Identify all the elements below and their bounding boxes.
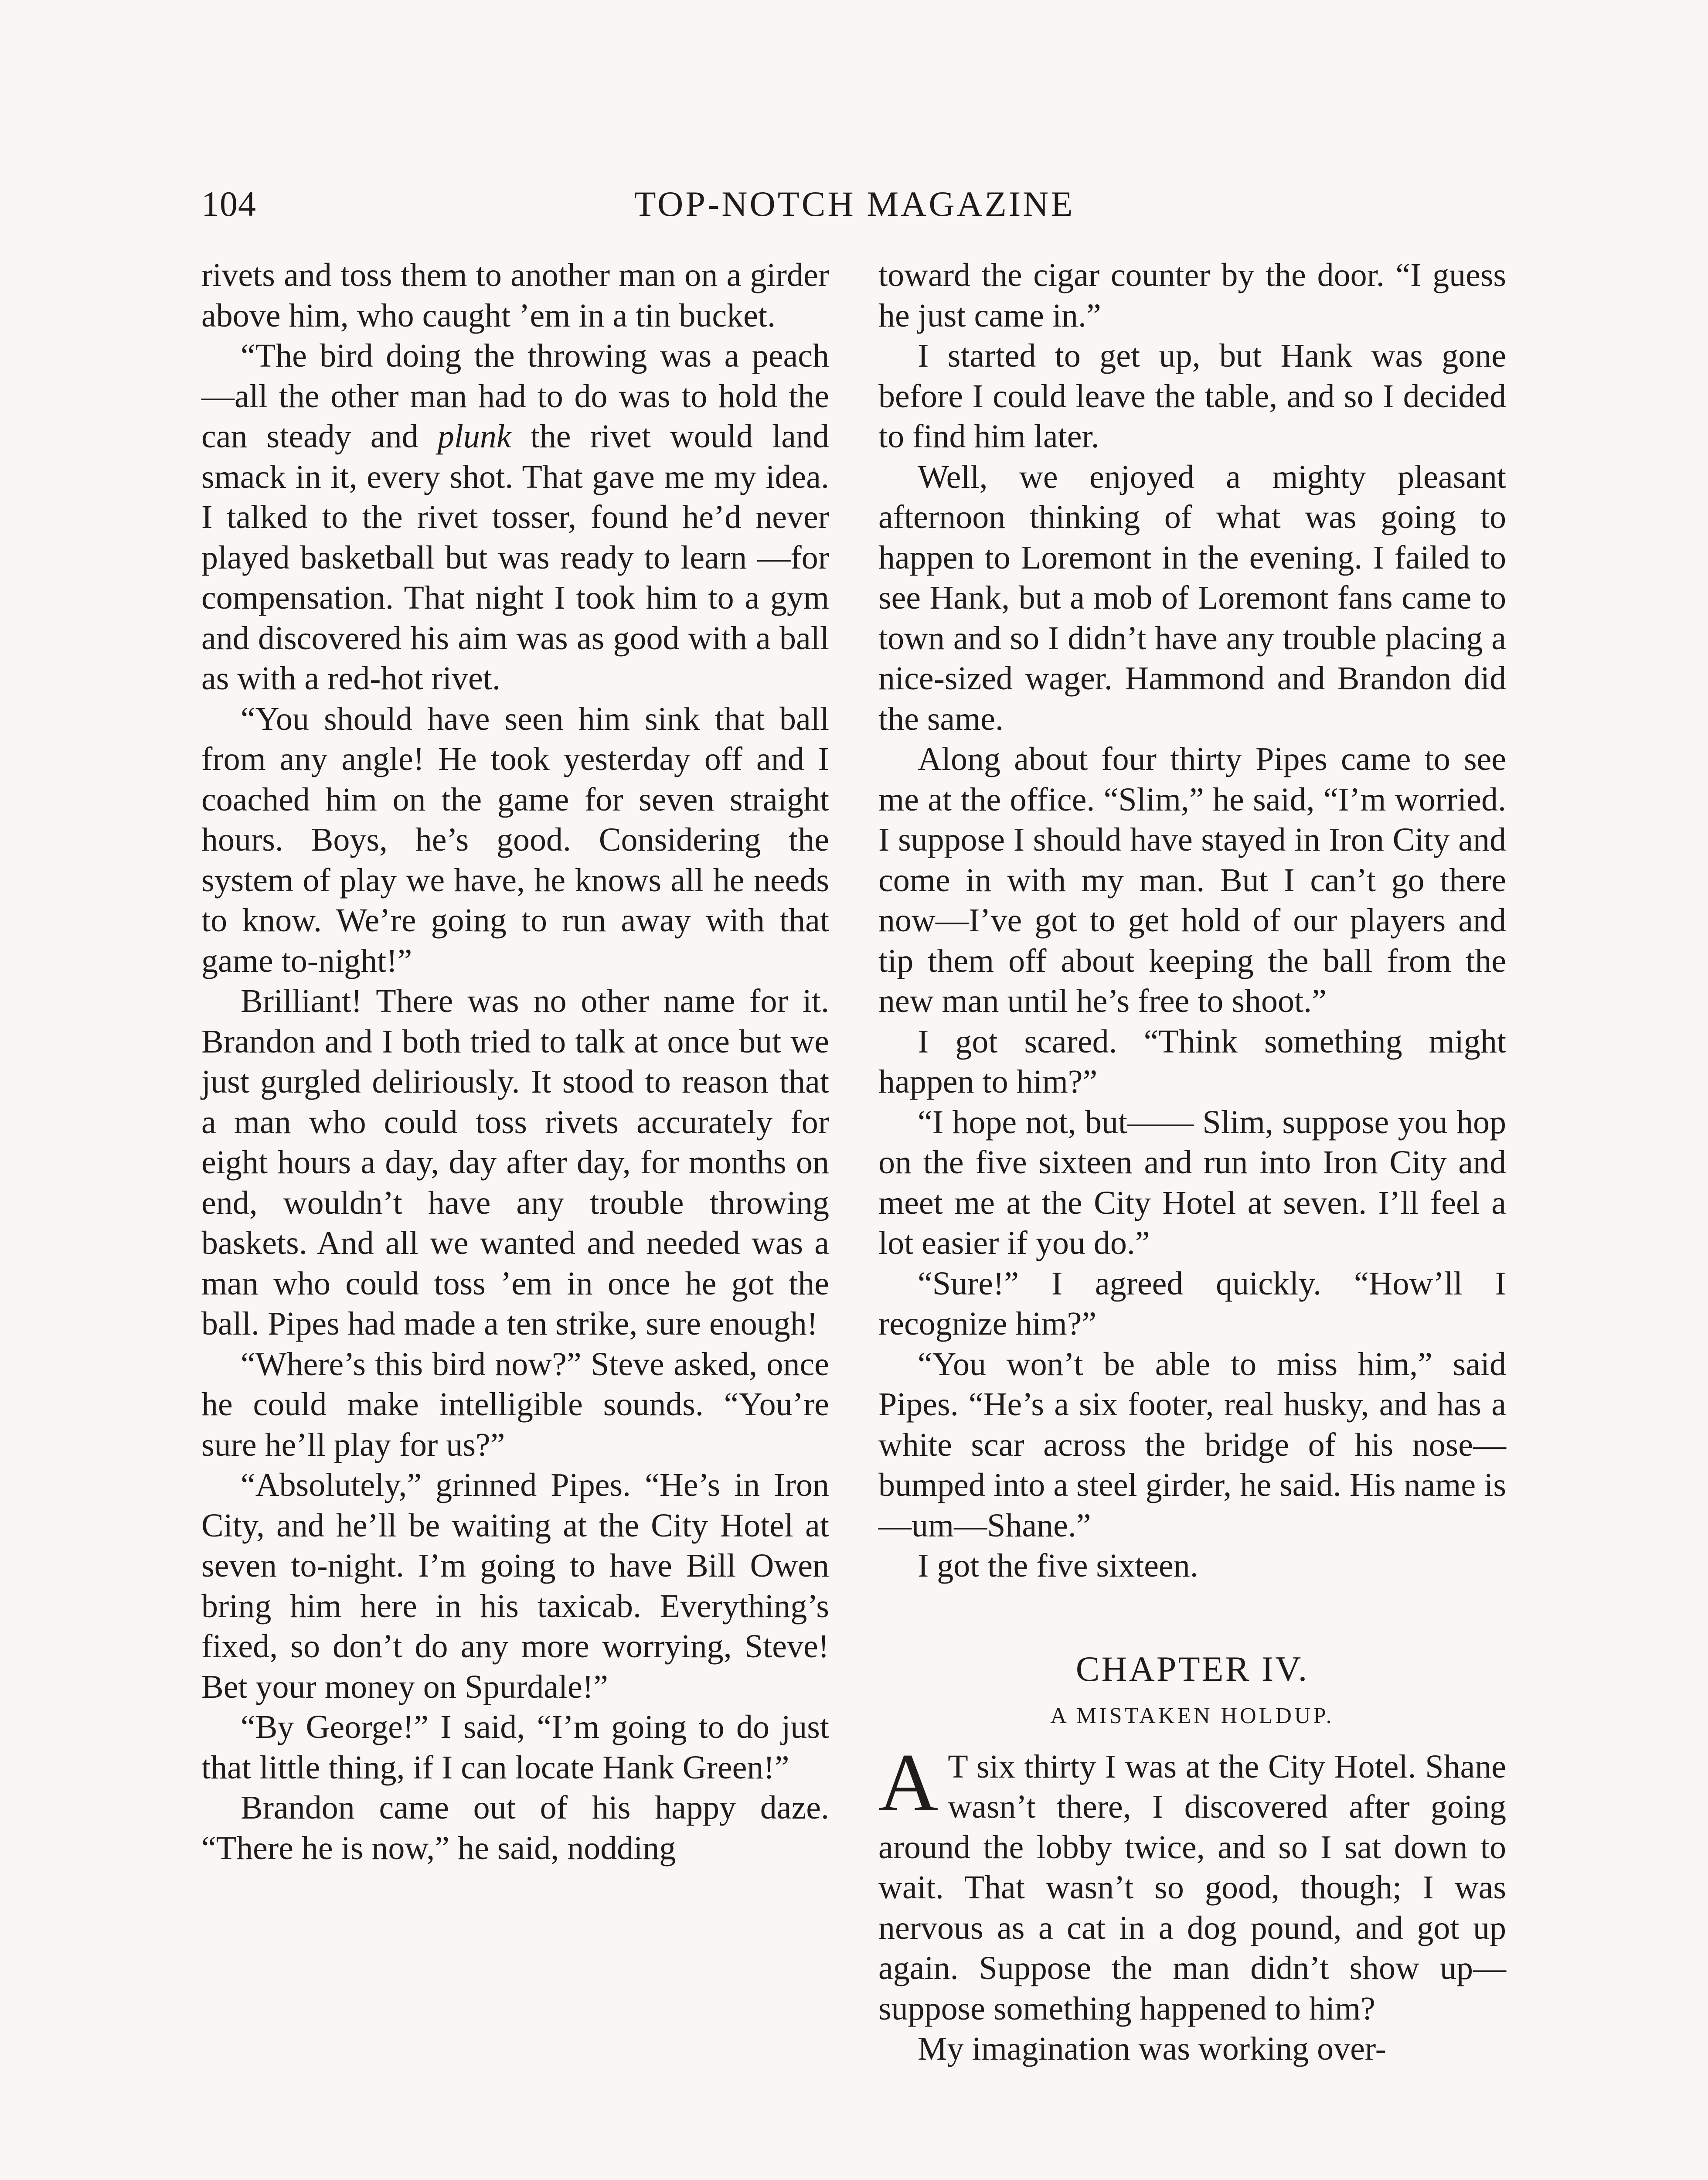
paragraph: I got scared. “Think something might happen to him?” bbox=[878, 1023, 1506, 1100]
paragraph: toward the cigar counter by the door. “I guess he just came in.” bbox=[878, 257, 1506, 334]
paragraph: I started to get up, but Hank was gone before I could leave the table, and so I decided to find him later. bbox=[878, 337, 1506, 455]
paragraph bbox=[201, 336, 829, 699]
paragraph: “You should have seen him sink that ball from any angle! He took yesterday off and I coached him on the game for seven straight hours. Boys, he’s good. Considering the system of play we have, he knows all he needs to know. We’re going to run away with that game to-night!” bbox=[201, 700, 829, 979]
page-header bbox=[201, 182, 1507, 239]
paragraph: “You won’t be able to miss him,” said Pipes. “He’s a six footer, real husky, and has a white scar across the bridge of his nose—bumped into a steel girder, he said. His name is—um—Shane.” bbox=[878, 1345, 1506, 1544]
italic-word: plunk bbox=[437, 418, 511, 455]
paragraph: “Absolutely,” grinned Pipes. “He’s in Iron City, and he’ll be waiting at the City Hotel at seven to-night. I’m going to have Bill Owen bring him here in his taxicab. Everything’s fixed, so don’t do any more worrying, Steve! Bet your money on Spurdale!” bbox=[201, 1467, 829, 1705]
drop-cap: A bbox=[878, 1737, 939, 1829]
paragraph: rivets and toss them to another man on a girder above him, who caught ’em in a tin bucket. bbox=[201, 257, 829, 334]
paragraph-text: T six thirty I was at the City Hotel. Shane wasn’t there, I discovered after going around the lobby twice, and so I sat down to wait. That wasn’t so good, though; I was nervous as a cat in a dog pound, and got up again. Suppose the man didn’t show up—suppose something happened to him? bbox=[878, 1748, 1506, 2027]
running-head: TOP-NOTCH MAGAZINE bbox=[634, 184, 1075, 224]
page-number: 104 bbox=[201, 184, 256, 224]
paragraph bbox=[878, 1737, 1506, 2029]
paragraph: My imagination was working over- bbox=[918, 2030, 1386, 2067]
paragraph: Brilliant! There was no other name for it. Brandon and I both tried to talk at once but we just gurgled deliriously. It stood to reason that a man who could toss rivets accurately for eight hours a day, day after day, for months on end, wouldn’t have any trouble throwing baskets. And all we wanted and needed was a man who could toss ’em in once he got the ball. Pipes had made a ten strike, sure enough! bbox=[201, 983, 829, 1342]
paragraph: Along about four thirty Pipes came to see me at the office. “Slim,” he said, “I’m worried. I suppose I should have stayed in Iron City and come in with my man. But I can’t go there now—I’ve got to get hold of our players and tip them off about keeping the ball from the new man until he’s free to shoot.” bbox=[878, 741, 1506, 1019]
paragraph: “Sure!” I agreed quickly. “How’ll I recognize him?” bbox=[878, 1265, 1506, 1342]
paragraph-text: the rivet would land smack in it, every shot. That gave me my idea. I talked to the rivet tosser, found he’d never played basketball but was ready to learn —for compensation. That night I took him to a gym and discovered his aim was as good with a ball as with a red-hot rivet. bbox=[201, 418, 829, 697]
paragraph: “Where’s this bird now?” Steve asked, once he could make intelligible sounds. “You’re sure he’ll play for us?” bbox=[201, 1345, 829, 1463]
chapter-heading: CHAPTER IV. bbox=[1075, 1649, 1309, 1689]
paragraph: Brandon came out of his happy daze. “There he is now,” he said, nodding bbox=[201, 1789, 829, 1867]
chapter-subtitle: A MISTAKEN HOLDUP. bbox=[1050, 1703, 1334, 1728]
paragraph: “I hope not, but—— Slim, suppose you hop on the five sixteen and run into Iron City and meet me at the City Hotel at seven. I’ll feel a lot easier if you do.” bbox=[878, 1104, 1506, 1261]
paragraph: Well, we enjoyed a mighty pleasant afternoon thinking of what was going to happen to Loremont in the evening. I failed to see Hank, but a mob of Loremont fans came to town and so I didn’t have any trouble placing a nice-sized wager. Hammond and Brandon did the same. bbox=[878, 458, 1506, 737]
paragraph: “By George!” I said, “I’m going to do just that little thing, if I can locate Hank Green!” bbox=[201, 1709, 829, 1786]
paragraph: I got the five sixteen. bbox=[918, 1547, 1198, 1584]
right-column bbox=[878, 255, 1506, 2069]
paragraph-text: “The bird doing the throwing was a peach—all the other man had to do was to hold the can steady and bbox=[201, 337, 829, 455]
left-column bbox=[201, 255, 829, 1868]
